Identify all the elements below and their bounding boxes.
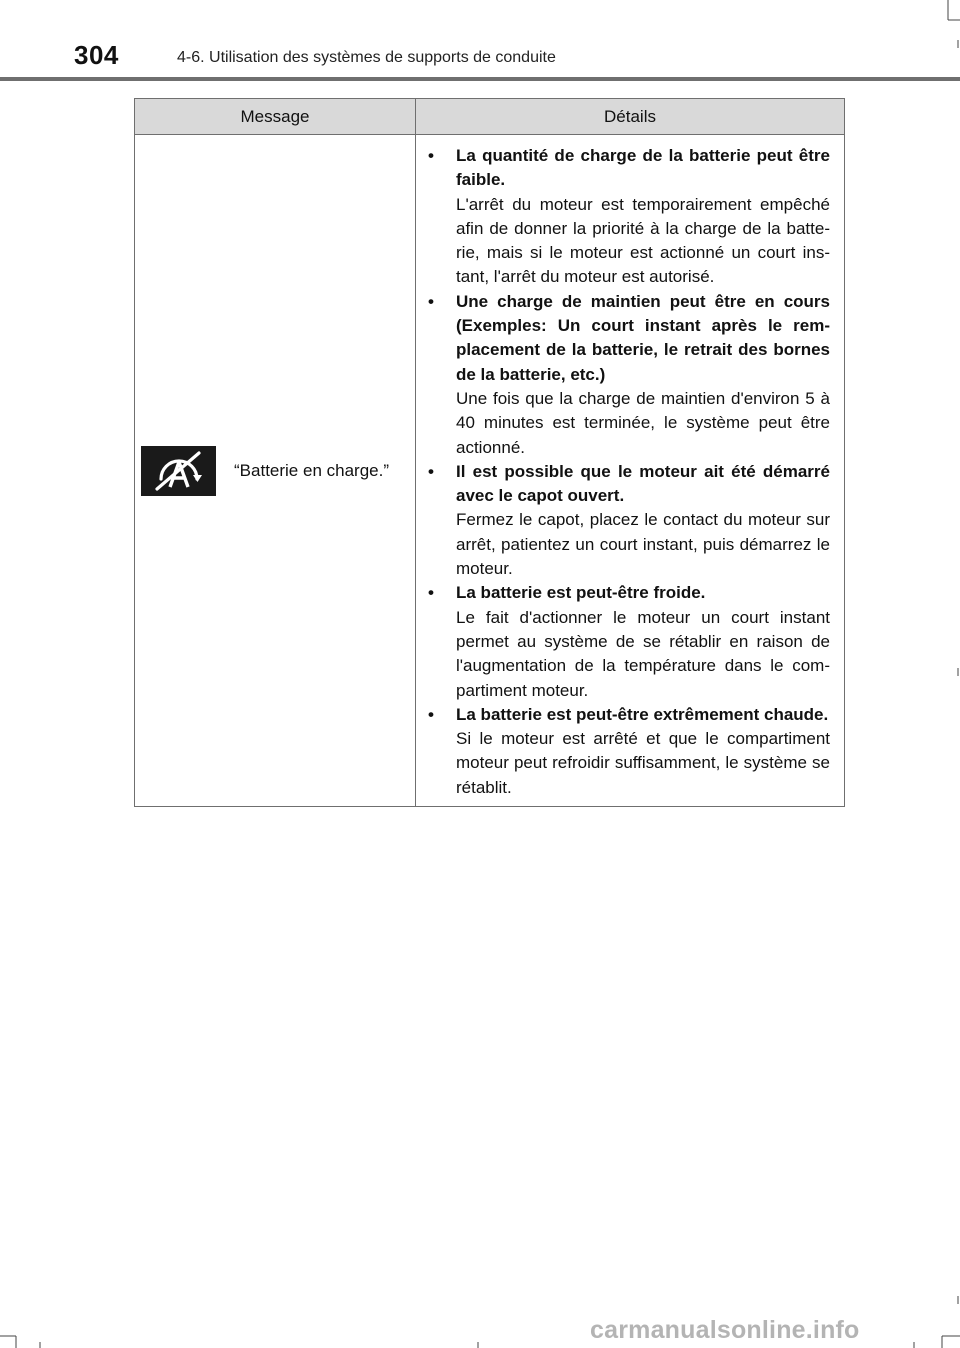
table-header-row [135, 99, 845, 135]
detail-item [426, 460, 830, 581]
section-title: 4-6. Utilisation des systèmes de supports de conduite [177, 49, 556, 66]
stop-start-unavailable-icon [141, 446, 216, 496]
message-cell [135, 135, 416, 807]
detail-item [426, 290, 830, 460]
table-row [135, 135, 845, 807]
detail-heading: La batterie est peut-être froide. [456, 583, 706, 603]
column-header-message: Message [135, 99, 416, 135]
detail-heading: La batterie est peut-être extrêmement chaude. [456, 704, 829, 724]
detail-heading: La quantité de charge de la batterie peut être faible. [456, 146, 830, 190]
page-number: 304 [74, 40, 119, 70]
detail-body: Le fait d'actionner le moteur un court instant permet au système de se rétablir en raison de l'augmentation de la température dans le com-partiment moteur. [456, 607, 830, 700]
detail-body: L'arrêt du moteur est temporairement empêché afin de donner la priorité à la charge de la batte-rie, mais si le moteur est actionné un court ins-tant, l'arrêt du moteur est autorisé. [456, 194, 830, 287]
message-text: “Batterie en charge.” [234, 460, 389, 480]
details-cell [416, 135, 845, 807]
header-rule [0, 77, 960, 81]
detail-item [426, 703, 830, 800]
bullet: • [428, 291, 434, 311]
detail-item [426, 581, 830, 702]
detail-heading: Il est possible que le moteur ait été démarré avec le capot ouvert. [456, 461, 830, 506]
detail-body: Fermez le capot, placez le contact du moteur sur arrêt, patientez un court instant, puis démarrez le moteur. [456, 510, 830, 579]
column-header-details: Détails [416, 99, 845, 135]
detail-body: Si le moteur est arrêté et que le compartiment moteur peut refroidir suffisamment, le système se rétablit. [456, 729, 830, 797]
bullet: • [428, 583, 434, 603]
bullet: • [428, 146, 434, 165]
detail-heading: Une charge de maintien peut être en cours (Exemples: Un court instant après le rem-placement de la batterie, le retrait des bornes de la batterie, etc.) [456, 291, 830, 384]
watermark: carmanualsonline.info [590, 1316, 860, 1344]
detail-item [426, 144, 830, 290]
bullet: • [428, 461, 434, 481]
message-table [134, 98, 845, 807]
bullet: • [428, 704, 434, 724]
detail-body: Une fois que la charge de maintien d'environ 5 à 40 minutes est terminée, le système peut être actionné. [456, 388, 830, 457]
